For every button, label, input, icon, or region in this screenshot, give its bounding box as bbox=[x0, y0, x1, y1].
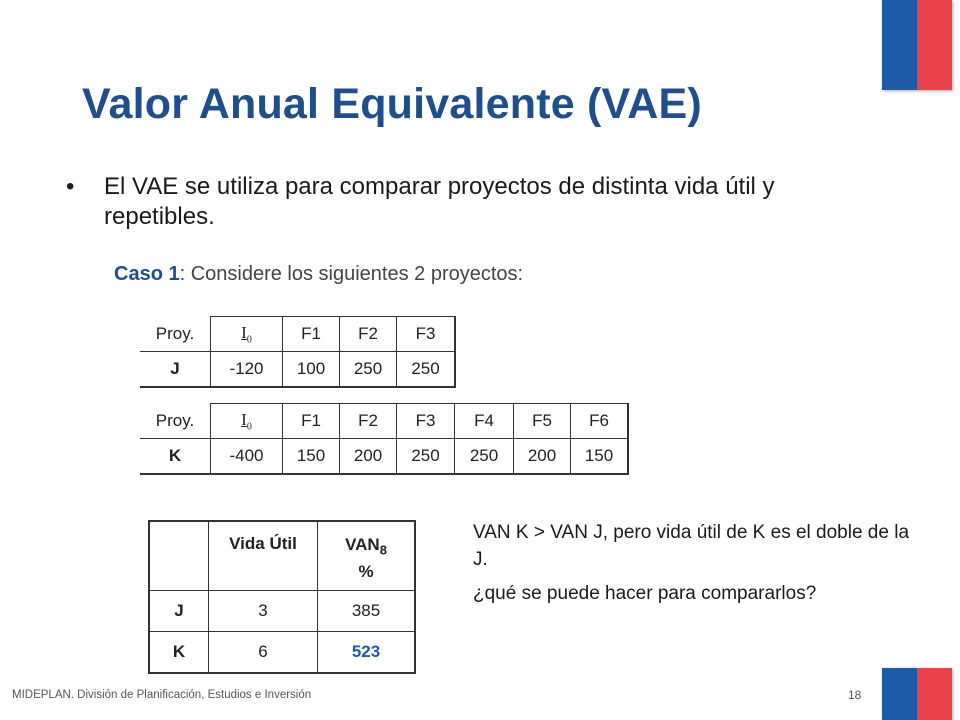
table-header-cell: F6 bbox=[571, 404, 629, 439]
table-row-label: K bbox=[140, 439, 211, 475]
table-cell: 250 bbox=[397, 352, 456, 388]
slide-title: Valor Anual Equivalente (VAE) bbox=[82, 80, 702, 128]
table-header-cell: Proy. bbox=[140, 317, 211, 352]
page-number: 18 bbox=[848, 688, 862, 702]
table-header-cell: F2 bbox=[340, 404, 397, 439]
table-header-cell: F3 bbox=[397, 404, 455, 439]
flag-red-stripe bbox=[917, 668, 952, 720]
bullet-symbol: • bbox=[66, 173, 75, 200]
table-header-cell bbox=[149, 521, 209, 591]
table-header-cell: F2 bbox=[340, 317, 397, 352]
table-cell: -400 bbox=[211, 439, 283, 475]
table-cell: 250 bbox=[455, 439, 514, 475]
case-label: Caso 1 bbox=[114, 263, 180, 285]
flag-blue-stripe bbox=[882, 668, 917, 720]
case-heading bbox=[114, 263, 523, 286]
investment-symbol: $I_0$ bbox=[241, 409, 252, 433]
table-cell: 200 bbox=[340, 439, 397, 475]
table-header-cell: F1 bbox=[283, 404, 340, 439]
bullet-text: El VAE se utiliza para comparar proyectos de distinta vida útil y repetibles. bbox=[104, 173, 775, 230]
chile-flag-decoration-bottom bbox=[882, 668, 952, 720]
table-cell: 100 bbox=[283, 352, 340, 388]
table-cell: 250 bbox=[397, 439, 455, 475]
table-cell: 385 bbox=[318, 591, 416, 632]
table-header-cell: F5 bbox=[514, 404, 571, 439]
van-comparison-table bbox=[148, 520, 416, 674]
investment-symbol: $I_0$ bbox=[241, 322, 252, 346]
flag-red-stripe bbox=[917, 0, 952, 90]
table-header-cell bbox=[211, 404, 283, 439]
case-text: : Considere los siguientes 2 proyectos: bbox=[179, 263, 524, 285]
footer-source: MIDEPLAN. División de Planificación, Estudios e Inversión bbox=[12, 689, 312, 701]
table-header-cell: F3 bbox=[397, 317, 456, 352]
table-row-label: J bbox=[149, 591, 209, 632]
table-header-cell: F1 bbox=[283, 317, 340, 352]
comparison-note: VAN K > VAN J, pero vida útil de K es el doble de la J. bbox=[473, 522, 910, 570]
flag-blue-stripe bbox=[882, 0, 917, 90]
question-note: ¿qué se puede hacer para compararlos? bbox=[473, 583, 817, 604]
table-cell: 200 bbox=[514, 439, 571, 475]
project-k-table bbox=[140, 403, 629, 475]
chile-flag-decoration-top bbox=[882, 0, 952, 90]
table-header-cell: Proy. bbox=[140, 404, 211, 439]
table-cell: 3 bbox=[209, 591, 318, 632]
table-cell: -120 bbox=[211, 352, 283, 388]
table-cell: 150 bbox=[571, 439, 629, 475]
project-j-table bbox=[140, 316, 456, 388]
table-header-cell: Vida Útil bbox=[209, 521, 318, 591]
table-header-cell: $VAN_8$ % bbox=[318, 521, 416, 591]
table-cell-highlight: 523 bbox=[318, 632, 416, 674]
table-header-cell: F4 bbox=[455, 404, 514, 439]
table-header-cell bbox=[211, 317, 283, 352]
table-row-label: K bbox=[149, 632, 209, 674]
table-cell: 6 bbox=[209, 632, 318, 674]
table-cell: 250 bbox=[340, 352, 397, 388]
table-cell: 150 bbox=[283, 439, 340, 475]
table-row-label: J bbox=[140, 352, 211, 388]
